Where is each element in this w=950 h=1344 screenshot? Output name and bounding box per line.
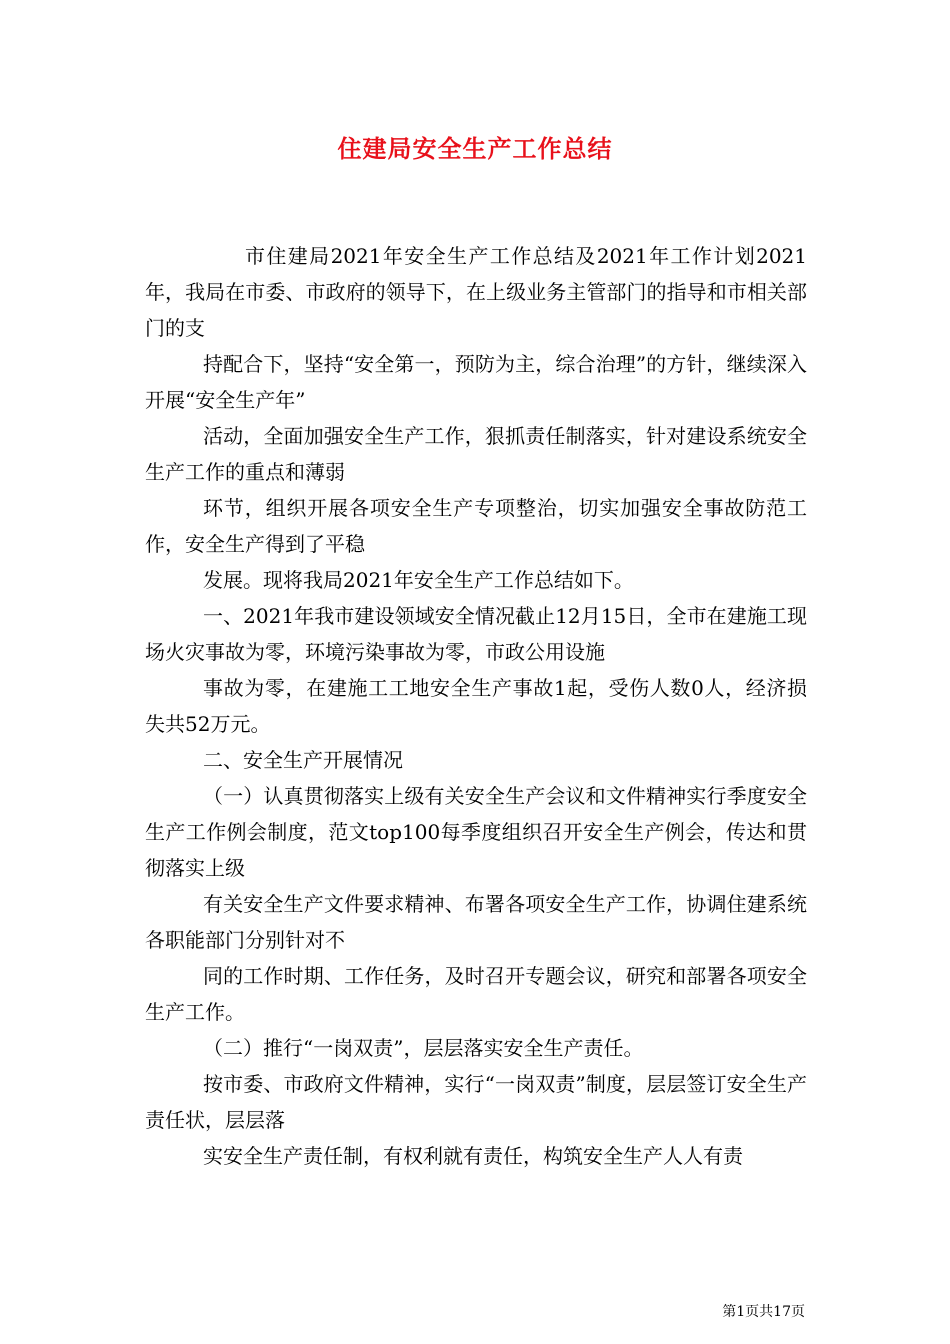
paragraph: 按市委、市政府文件精神，实行“一岗双责”制度，层层签订安全生产责任状，层层落 xyxy=(145,1072,807,1132)
page-number: 第1页共17页 xyxy=(722,1304,805,1320)
document-body xyxy=(145,238,807,1174)
paragraph: 有关安全生产文件要求精神、布署各项安全生产工作，协调住建系统各职能部门分别针对不 xyxy=(145,892,807,952)
paragraph: （二）推行“一岗双责”，层层落实安全生产责任。 xyxy=(203,1036,644,1060)
paragraph: 二、安全生产开展情况 xyxy=(203,748,403,772)
paragraph: 环节，组织开展各项安全生产专项整治，切实加强安全事故防范工作，安全生产得到了平稳 xyxy=(145,496,807,556)
paragraph: 活动，全面加强安全生产工作，狠抓责任制落实，针对建设系统安全生产工作的重点和薄弱 xyxy=(145,424,807,484)
paragraph: 一、2021年我市建设领域安全情况截止12月15日，全市在建施工现场火灾事故为零，环境污染事故为零，市政公用设施 xyxy=(145,604,807,664)
paragraph: 同的工作时期、工作任务，及时召开专题会议，研究和部署各项安全生产工作。 xyxy=(145,964,807,1024)
paragraph: 持配合下，坚持“安全第一，预防为主，综合治理”的方针，继续深入开展“安全生产年” xyxy=(145,352,807,412)
paragraph: 发展。现将我局2021年安全生产工作总结如下。 xyxy=(203,568,634,592)
document-title: 住建局安全生产工作总结 xyxy=(337,135,613,163)
paragraph: （一）认真贯彻落实上级有关安全生产会议和文件精神实行季度安全生产工作例会制度，范文top100每季度组织召开安全生产例会，传达和贯彻落实上级 xyxy=(145,784,807,880)
paragraph: 事故为零，在建施工工地安全生产事故1起，受伤人数0人，经济损失共52万元。 xyxy=(145,676,807,736)
paragraph: 实安全生产责任制，有权利就有责任，构筑安全生产人人有责 xyxy=(203,1144,743,1168)
paragraph: 市住建局2021年安全生产工作总结及2021年工作计划2021年，我局在市委、市政府的领导下，在上级业务主管部门的指导和市相关部门的支 xyxy=(145,244,807,340)
